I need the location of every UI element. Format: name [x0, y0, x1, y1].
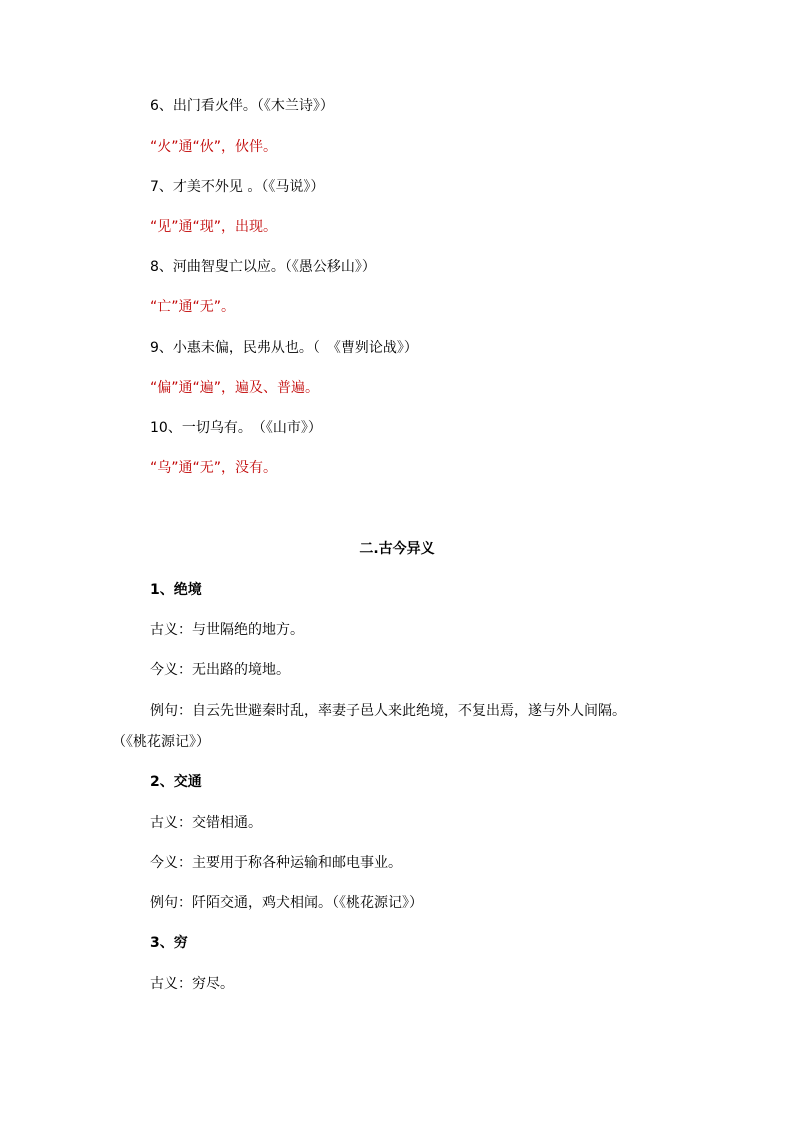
tongjia-sentence-8: 8、河曲智叟亡以应。（《愚公移山》） [150, 259, 376, 275]
entry-3-old-meaning: 古义：穷尽。 [150, 976, 234, 992]
tongjia-sentence-6: 6、出门看火伴。（《木兰诗》） [150, 98, 334, 114]
entry-2-old-meaning: 古义：交错相通。 [150, 815, 262, 831]
tongjia-explanation-6: “火”通“伙”，伙伴。 [150, 139, 278, 155]
entry-1-old-meaning: 古义：与世隔绝的地方。 [150, 622, 304, 638]
tongjia-explanation-8: “亡”通“无”。 [150, 299, 236, 315]
entry-1-example-source: （《桃花源记》） [112, 734, 210, 750]
entry-1-title: 1、绝境 [150, 582, 202, 598]
tongjia-sentence-7: 7、才美不外见 。（《马说》） [150, 179, 325, 195]
entry-1-new-meaning: 今义：无出路的境地。 [150, 662, 290, 678]
section-title: 二.古今异义 [359, 541, 435, 557]
entry-3-title: 3、穷 [150, 935, 188, 951]
entry-2-title: 2、交通 [150, 774, 202, 790]
entry-2-new-meaning: 今义：主要用于称各种运输和邮电事业。 [150, 855, 402, 871]
tongjia-explanation-10: “乌”通“无”，没有。 [150, 460, 278, 476]
entry-2-example: 例句：阡陌交通，鸡犬相闻。（《桃花源记》） [150, 895, 423, 911]
tongjia-explanation-9: “偏”通“遍”，遍及、普遍。 [150, 380, 320, 396]
tongjia-sentence-9: 9、小惠未偏，民弗从也。（ 《曹刿论战》） [150, 340, 418, 356]
entry-1-example: 例句：自云先世避秦时乱，率妻子邑人来此绝境，不复出焉，遂与外人间隔。 [150, 703, 626, 719]
tongjia-explanation-7: “见”通“现”，出现。 [150, 219, 278, 235]
tongjia-sentence-10: 10、一切乌有。 （《山市》） [150, 420, 322, 436]
